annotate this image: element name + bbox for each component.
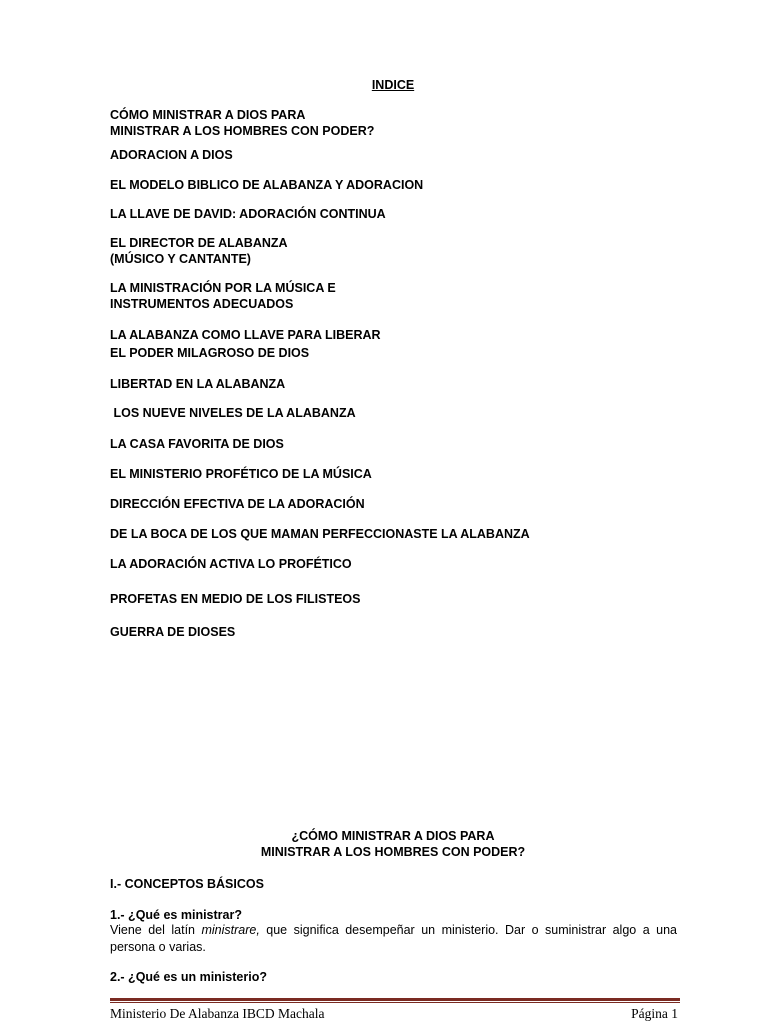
toc-item-15: PROFETAS EN MEDIO DE LOS FILISTEOS xyxy=(110,592,361,606)
toc-item-16: GUERRA DE DIOSES xyxy=(110,625,236,639)
toc-item-6: LA MINISTRACIÓN POR LA MÚSICA E INSTRUMENTOS ADECUADOS xyxy=(110,281,336,311)
footer-page-number: Página 1 xyxy=(631,1006,678,1021)
toc-item-14: LA ADORACIÓN ACTIVA LO PROFÉTICO xyxy=(110,557,352,571)
paragraph-1 xyxy=(110,922,677,956)
question-1-heading: 1.- ¿Qué es ministrar? xyxy=(110,908,242,922)
toc-item-13: DE LA BOCA DE LOS QUE MAMAN PERFECCIONASTE LA ALABANZA xyxy=(110,527,530,541)
paragraph-1-start: Viene del latín xyxy=(110,923,202,937)
toc-item-4: LA LLAVE DE DAVID: ADORACIÓN CONTINUA xyxy=(110,207,386,221)
toc-item-10: LA CASA FAVORITA DE DIOS xyxy=(110,437,284,451)
section-title xyxy=(0,828,768,860)
toc-item-9: LOS NUEVE NIVELES DE LA ALABANZA xyxy=(110,406,356,420)
footer-rule-thin xyxy=(110,1002,680,1003)
footer-rule-thick xyxy=(110,998,680,1001)
toc-item-5: EL DIRECTOR DE ALABANZA (MÚSICO Y CANTANTE) xyxy=(110,236,288,266)
toc-item-11: EL MINISTERIO PROFÉTICO DE LA MÚSICA xyxy=(110,467,372,481)
footer-ministry-name: Ministerio De Alabanza IBCD Machala xyxy=(110,1006,325,1021)
toc-item-8: LIBERTAD EN LA ALABANZA xyxy=(110,377,286,391)
toc-item-1: CÓMO MINISTRAR A DIOS PARA MINISTRAR A LOS HOMBRES CON PODER? xyxy=(110,108,375,138)
index-title: INDICE xyxy=(371,78,415,92)
toc-item-7: LA ALABANZA COMO LLAVE PARA LIBERAR EL PODER MILAGROSO DE DIOS xyxy=(110,328,381,360)
latin-term: ministrare, xyxy=(201,923,260,937)
toc-item-12: DIRECCIÓN EFECTIVA DE LA ADORACIÓN xyxy=(110,497,365,511)
section-title-line-2: MINISTRAR A LOS HOMBRES CON PODER? xyxy=(260,845,526,859)
section-subtitle: I.- CONCEPTOS BÁSICOS xyxy=(110,877,264,891)
paragraph-1-end: que significa desempeñar un ministerio. Dar o suministrar algo a una persona o varias. xyxy=(110,923,677,954)
toc-item-3: EL MODELO BIBLICO DE ALABANZA Y ADORACION xyxy=(110,178,424,192)
section-title-line-1: ¿CÓMO MINISTRAR A DIOS PARA xyxy=(291,829,495,843)
toc-item-2: ADORACION A DIOS xyxy=(110,148,233,162)
question-2-heading: 2.- ¿Qué es un ministerio? xyxy=(110,970,267,984)
